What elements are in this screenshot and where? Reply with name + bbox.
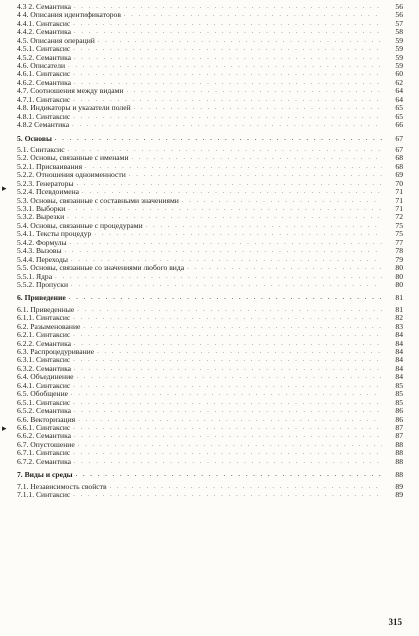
toc-entry-title: 7.1.1. Синтаксис [17, 490, 71, 500]
toc-entry-page: 80 [395, 271, 403, 281]
toc-entry-title: 5.2.4. Псевдоимена [17, 187, 80, 197]
toc-entry [17, 281, 403, 289]
dot-leader [124, 11, 382, 19]
dot-leader [73, 314, 382, 322]
toc-entry [17, 71, 403, 79]
dot-leader [74, 54, 382, 62]
toc-entry [17, 399, 403, 407]
toc-entry-title: 7.1. Независимость свойств [17, 481, 107, 491]
toc-entry-title: 5. Основы [17, 133, 52, 143]
toc-entry [17, 171, 403, 179]
toc-entry-title: 6.2. Разыменование [17, 321, 81, 331]
toc-entry-page: 88 [395, 456, 403, 466]
toc-entry-title: 6.5.2. Семантика [17, 406, 72, 416]
toc-entry-page: 84 [395, 347, 403, 357]
toc-entry-page: 79 [395, 254, 403, 264]
dot-leader [78, 441, 382, 449]
toc-entry-title: 4.4.1. Синтаксис [17, 18, 71, 28]
toc-entry-title: 5.4. Основы, связанные с процедурами [17, 220, 143, 230]
toc-entry [17, 197, 403, 205]
toc-entry-page: 78 [395, 246, 403, 256]
toc-entry-page: 71 [395, 195, 403, 205]
toc-entry-title: 6.4. Объединение [17, 372, 74, 382]
dot-leader [73, 356, 382, 364]
toc-entry [17, 323, 403, 331]
dot-leader [69, 294, 382, 302]
toc-entry [17, 458, 403, 466]
dot-leader [73, 382, 382, 390]
toc-entry-title: 4.7. Соотношения между видами [17, 86, 124, 96]
toc-entry-title: 6.6. Векторизация [17, 414, 76, 424]
margin-mark: ▸ [2, 423, 7, 433]
toc-entry [17, 331, 403, 339]
toc-entry-title: 5.2.1. Присваивания [17, 161, 83, 171]
toc-entry-title: 5.2.3. Генераторы [17, 178, 74, 188]
toc-entry-title: 6.6.1. Синтаксис [17, 422, 71, 432]
toc-entry [17, 230, 403, 238]
dot-leader [83, 323, 382, 331]
toc-entry [17, 357, 403, 365]
toc-entry-page: 84 [395, 330, 403, 340]
toc-entry-page: 89 [395, 490, 403, 500]
toc-entry [17, 11, 403, 19]
toc-entry-page: 86 [395, 406, 403, 416]
toc-entry [17, 424, 403, 432]
dot-leader [74, 407, 382, 415]
dot-leader [71, 281, 382, 289]
toc-entry-page: 71 [395, 204, 403, 214]
toc-entry-title: 6.3.1. Синтаксис [17, 355, 71, 365]
toc-entry-title: 6.7.1. Синтаксис [17, 448, 71, 458]
toc-chapter-entry [17, 135, 403, 143]
margin-mark: ▸ [2, 183, 7, 193]
dot-leader [94, 230, 382, 238]
toc-entry-title: 6.2.2. Семантика [17, 338, 72, 348]
toc-entry-page: 58 [395, 27, 403, 37]
toc-entry-page: 70 [395, 178, 403, 188]
toc-entry-title: 5.2.2. Отношения одноименности [17, 170, 126, 180]
toc-entry-title: 5.1. Синтаксис [17, 144, 65, 154]
dot-leader [74, 365, 382, 373]
dot-leader [110, 483, 382, 491]
dot-leader [77, 306, 382, 314]
toc-entry-page: 67 [395, 133, 403, 143]
toc-entry [17, 483, 403, 491]
toc-entry-title: 6.3. Распроцедуривание [17, 347, 95, 357]
toc-entry-page: 80 [395, 263, 403, 273]
toc-entry [17, 273, 403, 281]
toc-entry-page: 81 [395, 293, 403, 303]
toc-entry-page: 65 [395, 111, 403, 121]
toc-entry-title: 6. Приведение [17, 293, 66, 303]
toc-entry-title: 6.7. Опустошение [17, 439, 75, 449]
toc-chapter-entry [17, 294, 403, 302]
toc-entry-page: 77 [395, 237, 403, 247]
toc-entry-title: 4.5.1. Синтаксис [17, 44, 71, 54]
toc-entry [17, 113, 403, 121]
toc-entry-page: 85 [395, 397, 403, 407]
toc-entry [17, 37, 403, 45]
dot-leader [73, 424, 382, 432]
dot-leader [132, 154, 382, 162]
toc-entry [17, 449, 403, 457]
toc-entry-page: 56 [395, 10, 403, 20]
toc-entry-title: 4.5. Описания операций [17, 35, 95, 45]
toc-entry [17, 87, 403, 95]
toc-entry-title: 4.4.2. Семантика [17, 27, 72, 37]
toc-entry-page: 75 [395, 229, 403, 239]
toc-entry [17, 373, 403, 381]
dot-leader [74, 458, 382, 466]
toc-entry-title: 5.4.4. Переходы [17, 254, 68, 264]
dot-leader [73, 449, 382, 457]
dot-leader [129, 171, 382, 179]
toc-entry [17, 365, 403, 373]
toc-entry-page: 88 [395, 470, 403, 480]
dot-leader [85, 163, 382, 171]
toc-entry-title: 5.3. Основы, связанные с составными значениями [17, 195, 179, 205]
toc-entry [17, 348, 403, 356]
toc-entry-page: 87 [395, 431, 403, 441]
toc-entry-page: 84 [395, 372, 403, 382]
dot-leader [65, 247, 382, 255]
toc-entry-title: 5.3.1. Выборки [17, 204, 66, 214]
toc-entry-title: 4.3 2. Семантика [17, 1, 72, 11]
toc-entry-page: 72 [395, 212, 403, 222]
toc-entry-page: 80 [395, 279, 403, 289]
dot-leader [73, 399, 382, 407]
dot-leader [77, 180, 383, 188]
toc-entry [17, 205, 403, 213]
toc-entry-page: 69 [395, 170, 403, 180]
toc-entry-page: 66 [395, 120, 403, 130]
toc-entry-page: 67 [395, 144, 403, 154]
toc-entry-title: 4.8.1. Синтаксис [17, 111, 71, 121]
toc-entry-title: 6.1. Приведенные [17, 304, 75, 314]
toc-entry-page: 88 [395, 448, 403, 458]
toc-entry-title: 6.7.2. Семантика [17, 456, 72, 466]
dot-leader [127, 87, 383, 95]
toc-entry [17, 104, 403, 112]
dot-leader [73, 70, 382, 78]
table-of-contents [17, 3, 403, 500]
toc-entry-title: 5.4.2. Формулы [17, 237, 67, 247]
toc-entry-page: 65 [395, 103, 403, 113]
toc-entry-page: 59 [395, 35, 403, 45]
toc-entry [17, 54, 403, 62]
dot-leader [97, 348, 382, 356]
toc-entry [17, 239, 403, 247]
toc-entry-page: 64 [395, 94, 403, 104]
toc-entry-title: 5.5. Основы, связанные со значениями любого вида [17, 263, 185, 273]
toc-entry-title: 5.5.1. Ядра [17, 271, 53, 281]
toc-entry-page: 59 [395, 44, 403, 54]
page-number: 315 [388, 617, 402, 627]
toc-entry-title: 5.2. Основы, связанные с именами [17, 153, 129, 163]
toc-entry-title: 6.2.1. Синтаксис [17, 330, 71, 340]
toc-entry-page: 82 [395, 313, 403, 323]
toc-entry-page: 59 [395, 61, 403, 71]
toc-entry-title: 6.4.1. Синтаксис [17, 380, 71, 390]
toc-entry-title: 4.6.1. Синтаксис [17, 69, 71, 79]
toc-entry-title: 4.7.1. Синтаксис [17, 94, 71, 104]
toc-entry-title: 4 4. Описания идентификаторов [17, 10, 121, 20]
toc-entry-title: 6.5. Обобщение [17, 389, 69, 399]
dot-leader [70, 239, 382, 247]
dot-leader [73, 491, 382, 499]
toc-entry-title: 6.5.1. Синтаксис [17, 397, 71, 407]
dot-leader [74, 28, 382, 36]
toc-entry-page: 68 [395, 161, 403, 171]
toc-entry-page: 86 [395, 414, 403, 424]
toc-entry-page: 87 [395, 422, 403, 432]
toc-entry-page: 89 [395, 481, 403, 491]
dot-leader [72, 121, 382, 129]
toc-entry [17, 121, 403, 129]
toc-entry-page: 64 [395, 86, 403, 96]
toc-entry-page: 84 [395, 363, 403, 373]
toc-entry [17, 45, 403, 53]
toc-entry [17, 491, 403, 499]
dot-leader [68, 62, 382, 70]
dot-leader [71, 390, 382, 398]
toc-entry [17, 382, 403, 390]
dot-leader [76, 471, 382, 479]
toc-entry-title: 4.6.2. Семантика [17, 77, 72, 87]
toc-entry-title: 6.6.2. Семантика [17, 431, 72, 441]
dot-leader [187, 264, 382, 272]
toc-entry [17, 390, 403, 398]
toc-entry-page: 62 [395, 77, 403, 87]
toc-entry-page: 84 [395, 355, 403, 365]
toc-entry-page: 60 [395, 69, 403, 79]
dot-leader [78, 416, 382, 424]
toc-entry [17, 416, 403, 424]
toc-entry [17, 264, 403, 272]
toc-entry-title: 4.8.2 Семантика [17, 120, 70, 130]
toc-entry-title: 7. Виды и среды [17, 470, 73, 480]
toc-entry-title: 5.5.2. Пропуски [17, 279, 69, 289]
dot-leader [134, 104, 382, 112]
dot-leader [68, 205, 382, 213]
dot-leader [74, 432, 382, 440]
toc-entry-title: 4.6. Описатели [17, 61, 66, 71]
dot-leader [98, 37, 382, 45]
toc-entry-page: 56 [395, 1, 403, 11]
toc-entry [17, 441, 403, 449]
toc-entry-page: 71 [395, 187, 403, 197]
toc-entry-title: 6.3.2. Семантика [17, 363, 72, 373]
dot-leader [73, 45, 382, 53]
toc-entry [17, 20, 403, 28]
toc-entry-page: 81 [395, 304, 403, 314]
toc-entry-title: 5.4.1. Тексты процедур [17, 229, 92, 239]
toc-entry-title: 5.3.2. Вырезки [17, 212, 65, 222]
dot-leader [77, 373, 382, 381]
toc-entry [17, 247, 403, 255]
toc-entry-title: 5.4.3. Вызовы [17, 246, 62, 256]
dot-leader [55, 273, 382, 281]
dot-leader [73, 20, 382, 28]
toc-entry-page: 75 [395, 220, 403, 230]
toc-entry-title: 6.1.1. Синтаксис [17, 313, 71, 323]
toc-entry-page: 59 [395, 52, 403, 62]
toc-entry-page: 88 [395, 439, 403, 449]
toc-entry-page: 85 [395, 389, 403, 399]
toc-entry-page: 68 [395, 153, 403, 163]
toc-chapter-entry [17, 471, 403, 479]
dot-leader [73, 113, 382, 121]
toc-entry-page: 57 [395, 18, 403, 28]
toc-entry-title: 4.8. Индикаторы и указатели полей [17, 103, 131, 113]
toc-entry-page: 85 [395, 380, 403, 390]
toc-entry-title: 4.5.2. Семантика [17, 52, 72, 62]
toc-entry-page: 83 [395, 321, 403, 331]
toc-entry [17, 306, 403, 314]
dot-leader [74, 340, 382, 348]
toc-entry-page: 84 [395, 338, 403, 348]
dot-leader [146, 222, 382, 230]
dot-leader [55, 135, 382, 143]
toc-entry [17, 62, 403, 70]
dot-leader [73, 331, 382, 339]
dot-leader [182, 197, 382, 205]
